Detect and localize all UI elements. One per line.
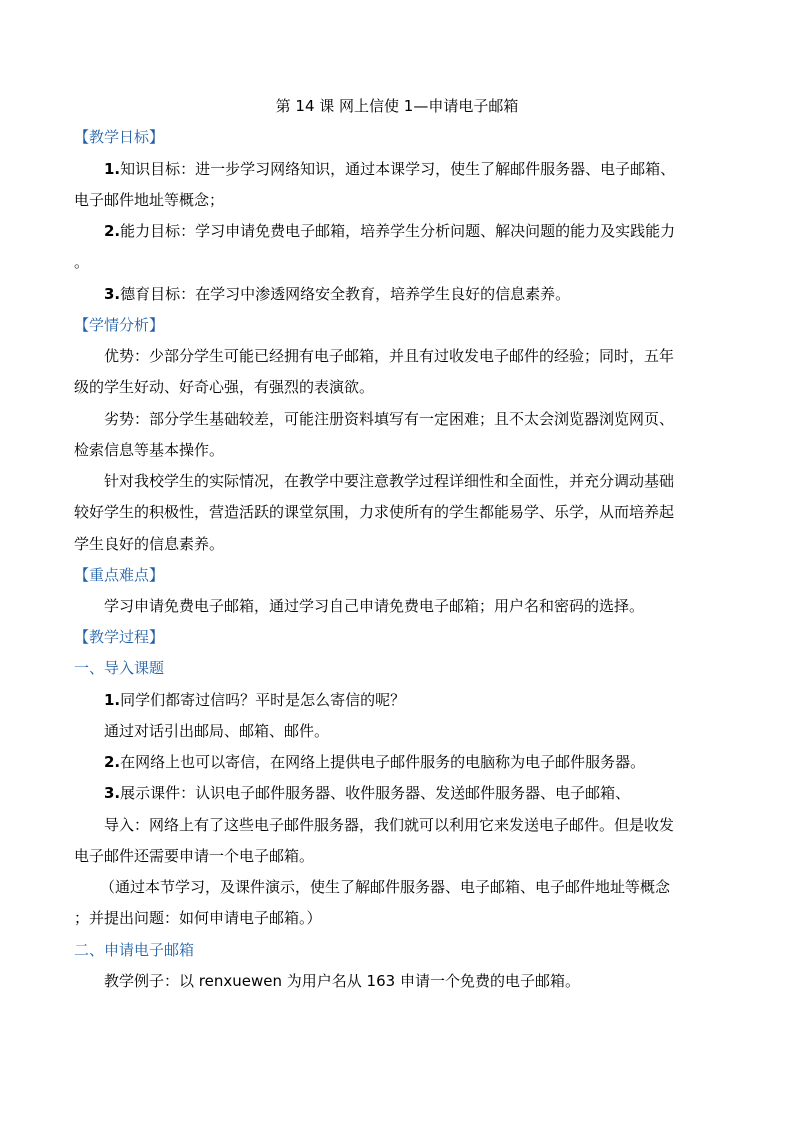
section-1-note: （通过本节学习，及课件演示，使生了解邮件服务器、电子邮箱、电子邮件地址等概念 <box>100 878 671 896</box>
analysis-p3-cont2: 学生良好的信息素养。 <box>74 535 225 553</box>
section-2-example-username: renxuewen <box>198 972 282 990</box>
process-heading: 【教学过程】 <box>74 628 165 646</box>
objective-2-number: 2. <box>104 222 121 240</box>
section-1-item-3 <box>104 751 724 773</box>
section-2-heading: 二、申请电子邮箱 <box>74 941 195 959</box>
analysis-p1-cont: 级的学生好动、好奇心强，有强烈的表演欲。 <box>74 378 375 396</box>
section-1-note-cont: ；并提出问题：如何申请电子邮箱。） <box>74 909 322 927</box>
section-1-item-4-number: 3. <box>104 784 121 802</box>
analysis-p3-cont1: 较好学生的积极性，营造活跃的课堂氛围，力求使所有的学生都能易学、乐学，从而培养起 <box>74 503 675 521</box>
objective-3-text: 德育目标：在学习中渗透网络安全教育，培养学生良好的信息素养。 <box>120 285 571 303</box>
section-2-example-text-a: 教学例子：以 <box>104 972 199 990</box>
keypoints-p1: 学习申请免费电子邮箱，通过学习自己申请免费电子邮箱；用户名和密码的选择。 <box>104 597 645 615</box>
objective-1-cont: 电子邮件地址等概念； <box>74 191 225 209</box>
objectives-heading: 【教学日标】 <box>74 128 165 146</box>
analysis-heading: 【学情分析】 <box>74 316 165 334</box>
analysis-p2-cont: 检索信息等基本操作。 <box>74 441 225 459</box>
objective-1 <box>104 158 724 180</box>
objective-2-cont: 。 <box>74 253 90 271</box>
section-1-item-5-cont: 电子邮件还需要申请一个电子邮箱。 <box>74 847 315 865</box>
objective-1-number: 1. <box>104 160 121 178</box>
section-2-example-text-b: 为用户名从 <box>281 972 367 990</box>
objective-3 <box>104 283 724 305</box>
objective-2-text: 能力目标：学习申请免费电子邮箱，培养学生分析问题、解决问题的能力及实践能力 <box>120 222 676 240</box>
section-1-heading: 一、导入课题 <box>74 659 165 677</box>
objective-1-text: 知识目标：进一步学习网络知识，通过本课学习，使生了解邮件服务器、电子邮箱、 <box>120 160 676 178</box>
lesson-title: 第 14 课 网上信使 1—申请电子邮箱 <box>275 97 519 115</box>
section-1-item-1 <box>104 689 724 711</box>
section-1-item-4 <box>104 782 724 804</box>
section-1-item-5: 导入：网络上有了这些电子邮件服务器，我们就可以利用它来发送电子邮件。但是收发 <box>104 816 675 834</box>
section-1-item-1-text: 同学们都寄过信吗？平时是怎么寄信的呢？ <box>120 691 406 709</box>
objective-2 <box>104 220 724 242</box>
section-1-item-2: 通过对话引出邮局、邮箱、邮件。 <box>104 722 330 740</box>
objective-3-number: 3. <box>104 285 121 303</box>
keypoints-heading: 【重点难点】 <box>74 566 165 584</box>
analysis-p2: 劣势：部分学生基础较差，可能注册资料填写有一定困难；且不太会浏览器浏览网页、 <box>104 410 675 428</box>
section-1-item-3-number: 2. <box>104 753 121 771</box>
section-1-item-1-number: 1. <box>104 691 121 709</box>
section-1-item-4-text: 展示课件：认识电子邮件服务器、收件服务器、发送邮件服务器、电子邮箱、 <box>120 784 631 802</box>
section-2-example-provider: 163 <box>366 972 396 990</box>
analysis-p1: 优势：少部分学生可能已经拥有电子邮箱，并且有过收发电子邮件的经验；同时，五年 <box>104 347 675 365</box>
analysis-p3: 针对我校学生的实际情况，在教学中要注意教学过程详细性和全面性，并充分调动基础 <box>104 472 675 490</box>
section-2-example <box>104 970 724 992</box>
section-2-example-text-c: 申请一个免费的电子邮箱。 <box>395 972 580 990</box>
section-1-item-3-text: 在网络上也可以寄信，在网络上提供电子邮件服务的电脑称为电子邮件服务器。 <box>120 753 646 771</box>
